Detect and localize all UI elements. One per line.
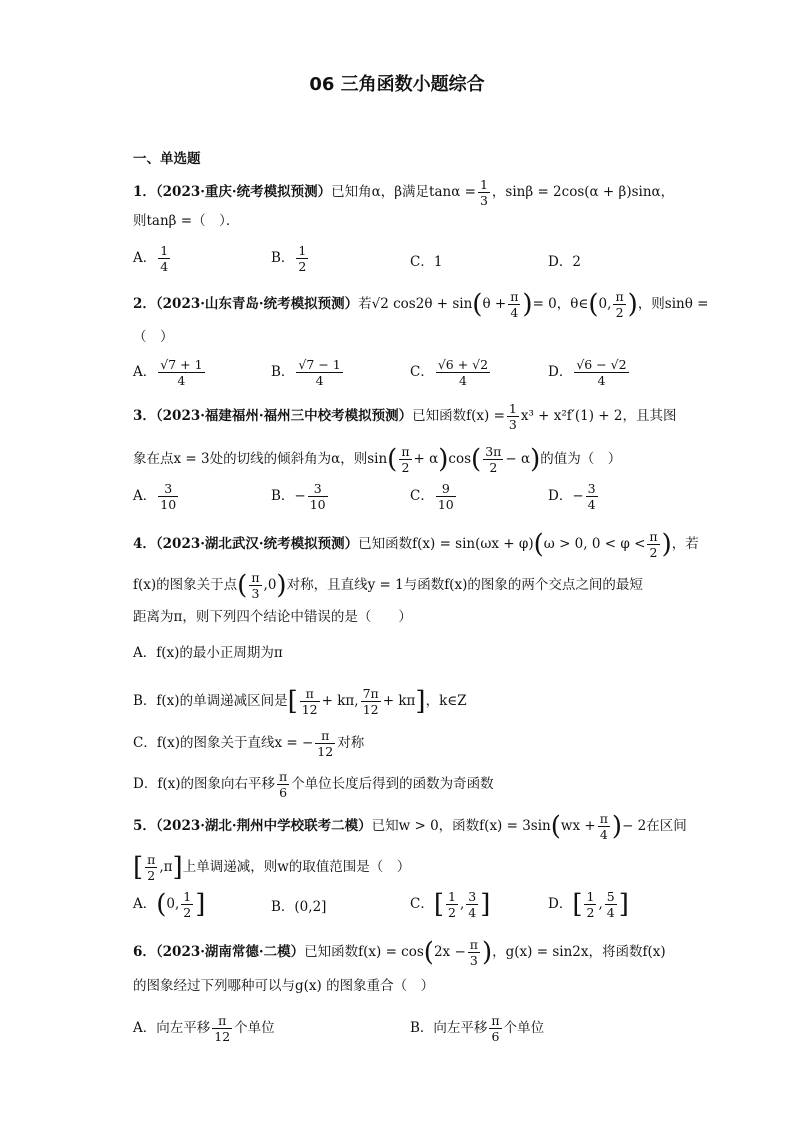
question-2: 2．（2023·山东青岛·统考模拟预测）若√2 cos2θ + sin(θ + $\frac{\pi}{4}$ )= 0，θ∈(0, $\frac{\pi}{2}$ )，则sinθ =	[133, 289, 709, 320]
option-a: A．f(x)的最小正周期为π	[133, 645, 283, 661]
option-b: B．向左平移 $\frac{\pi}{6}$ 个单位	[410, 1013, 545, 1044]
question-source: （2023·福建福州·福州三中校考模拟预测）	[155, 408, 413, 424]
question-4-line-3: 距离为π，则下列四个结论中错误的是（ ）	[133, 609, 412, 625]
question-5: 5．（2023·湖北·荆州中学校联考二模）已知w > 0，函数f(x) = 3sin(wx + $\frac{\pi}{4}$ )− 2在区间	[133, 811, 687, 842]
question-source: （2023·湖南常德·二模）	[155, 944, 305, 960]
section-heading: 一、单选题	[133, 151, 201, 167]
question-6: 6．（2023·湖南常德·二模）已知函数f(x) = cos(2x − $\frac{\pi}{3}$ )，g(x) = sin2x，将函数f(x)	[133, 937, 666, 968]
fraction: $\frac{1}{3}$	[479, 177, 488, 208]
option-c: C．f(x)的图象关于直线x = − $\frac{\pi}{12}$ 对称	[133, 728, 365, 759]
question-3-line-2: 象在点x = 3处的切线的倾斜角为α，则sin( $\frac{\pi}{2}$ + α)cos( $\frac{3\pi}{2}$ − α)的值为（ ）	[133, 444, 622, 475]
question-4: 4．（2023·湖北武汉·统考模拟预测）已知函数f(x) = sin(ωx + φ)(ω > 0, 0 < φ < $\frac{\pi}{2}$ )，若	[133, 529, 699, 560]
option-b: B．− $\frac{3}{10}$	[271, 481, 326, 512]
option-c: C． $\frac{√6 + √2}{4}$	[410, 357, 489, 388]
question-2-line-2: （ ）	[133, 329, 174, 345]
option-d: D．− $\frac{3}{4}$	[548, 481, 596, 512]
question-4-line-2: f(x)的图象关于点( $\frac{\pi}{3}$ ,0)对称，且直线y = 1与函数f(x)的图象的两个交点之间的最短	[133, 570, 643, 601]
option-b: B． $\frac{1}{2}$	[271, 243, 307, 274]
option-a: A． $\frac{1}{4}$	[133, 243, 169, 274]
option-c: C．[ $\frac{1}{2}$ , $\frac{3}{4}$ ]	[410, 889, 491, 920]
option-a: A． $\frac{√7 + 1}{4}$	[133, 357, 203, 388]
option-c: C． $\frac{9}{10}$	[410, 481, 454, 512]
option-d: D． $\frac{√6 - √2}{4}$	[548, 357, 627, 388]
option-a: A．向左平移 $\frac{\pi}{12}$ 个单位	[133, 1013, 275, 1044]
question-source: （2023·重庆·统考模拟预测）	[155, 184, 332, 200]
option-b: B． $\frac{√7 - 1}{4}$	[271, 357, 341, 388]
question-number: 1．	[133, 184, 156, 200]
option-d: D．[ $\frac{1}{2}$ , $\frac{5}{4}$ ]	[548, 889, 629, 920]
question-source: （2023·湖北武汉·统考模拟预测）	[155, 536, 359, 552]
option-a: A． $\frac{3}{10}$	[133, 481, 177, 512]
option-c: C．1	[410, 254, 443, 270]
option-d: D．2	[548, 254, 581, 270]
option-b: B．f(x)的单调递减区间是[ $\frac{\pi}{12}$ + kπ, $\frac{7\pi}{12}$ + kπ]，k∈Z	[133, 686, 467, 717]
question-1: 1．（2023·重庆·统考模拟预测）已知角α，β满足tanα = $\frac{1}{3}$ ，sinβ = 2cos(α + β)sinα，	[133, 177, 675, 208]
question-source: （2023·湖北·荆州中学校联考二模）	[155, 818, 372, 834]
question-1-line-2: 则tanβ =（ ）．	[133, 213, 240, 229]
question-3: 3．（2023·福建福州·福州三中校考模拟预测）已知函数f(x) = $\frac{1}{3}$ x³ + x²f′(1) + 2，且其图	[133, 401, 677, 432]
option-d: D．f(x)的图象向右平移 $\frac{\pi}{6}$ 个单位长度后得到的函数为奇函数	[133, 769, 494, 800]
option-a: A．(0, $\frac{1}{2}$ ]	[133, 889, 206, 920]
page-title: 06 三角函数小题综合	[309, 74, 485, 95]
option-b: B．(0,2]	[271, 899, 327, 915]
question-5-line-2: [ $\frac{\pi}{2}$ ,π]上单调递减，则w的取值范围是（ ）	[133, 852, 411, 883]
question-6-line-2: 的图象经过下列哪种可以与g(x) 的图象重合（ ）	[133, 978, 435, 994]
question-source: （2023·山东青岛·统考模拟预测）	[155, 296, 359, 312]
